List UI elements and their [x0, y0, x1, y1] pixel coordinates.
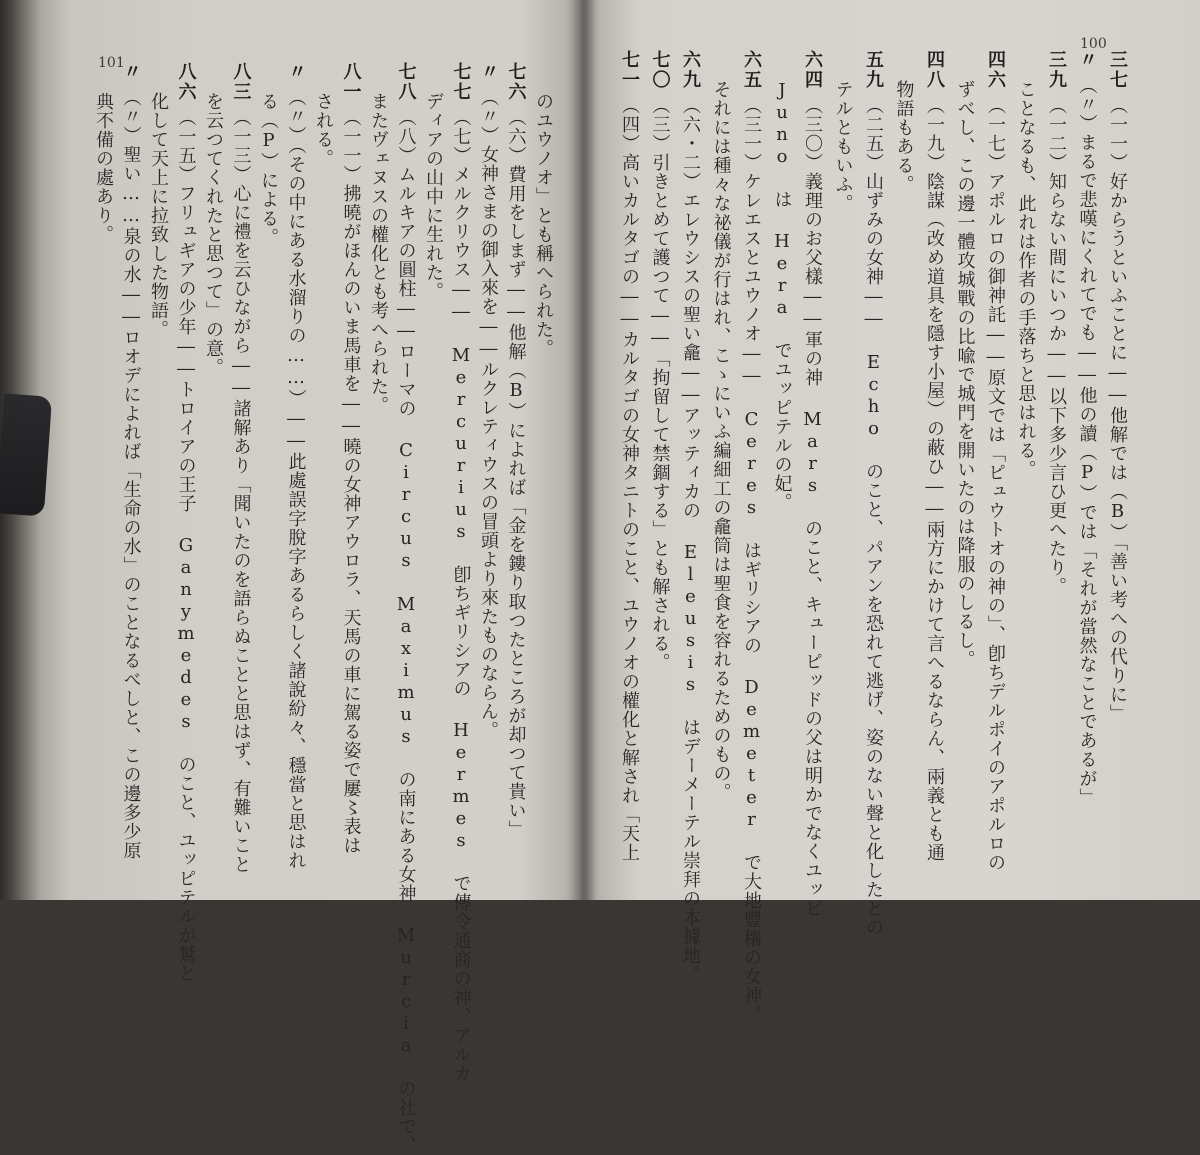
note-page-marker: 〃 [1076, 50, 1098, 70]
note-text: Juno は Hera でユッピテルの妃。 [771, 80, 793, 512]
note-text: （一九）陰謀（改め道具を隱す小屋）の蔽ひ――兩方にかけて言へるならん、兩義とも通 [924, 96, 945, 862]
note-text: （一一）好からうといふことに――他解では（B）「善い考への代りに」 [1107, 96, 1128, 723]
note-text: （一二）知らない間にいつか――以下多少言ひ更へたり。 [1046, 96, 1067, 596]
note-text: （〃）聖い……泉の水――ロオデによれば「生命の水」のことなるべしと、この邊多少原 [120, 88, 142, 860]
text-column [1015, 80, 1037, 479]
text-column [1106, 50, 1128, 723]
note-page-marker: 五九 [863, 50, 884, 90]
note-page-marker: 三九 [1046, 50, 1067, 90]
note-text: （六・二）エレウシスの聖い龕――アッティカの Eleusis はデーメーテル崇拜の本據地。 [680, 96, 701, 984]
text-column [230, 62, 252, 874]
note-page-marker: 七六 [505, 62, 527, 102]
text-column [312, 92, 334, 168]
note-text: （〃）女神さまの御入來を――ルクレティウスの冒頭より來たものならん。 [478, 88, 499, 740]
note-page-marker: 〃 [120, 62, 142, 82]
text-column [285, 62, 307, 870]
note-page-marker: 八六 [175, 62, 197, 102]
text-column [1045, 50, 1067, 596]
note-text: 化して天上に拉致した物語。 [148, 92, 169, 339]
note-text: それには種々な祕儀が行はれ、こゝにいふ編細工の龕筒は聖食を容れるためのもの。 [710, 80, 732, 802]
text-column [618, 50, 640, 862]
note-text: （一三）心に禮を云ひながら――諸解あり「聞いたのを語らぬことと思はず、有難いこと [230, 108, 252, 874]
text-column [147, 92, 169, 339]
note-text: のユウノオ」とも稱へられた。 [533, 92, 554, 358]
note-text: る（P）による。 [258, 92, 279, 247]
page-number: 101 [98, 55, 125, 71]
thumb [0, 393, 52, 516]
note-text: 物語もある。 [893, 80, 915, 194]
text-column [340, 62, 362, 855]
text-column [395, 62, 417, 1155]
note-page-marker: 八三 [230, 62, 252, 102]
text-column [923, 50, 945, 862]
text-column [477, 62, 499, 740]
note-page-marker: 七八 [395, 62, 417, 102]
text-column [984, 50, 1006, 872]
text-column [1076, 50, 1098, 807]
right-page [600, 0, 1160, 1024]
text-column [532, 92, 554, 358]
text-column [202, 92, 224, 377]
text-column [679, 50, 701, 984]
book-spine [566, 0, 596, 900]
note-page-marker: 六四 [802, 50, 823, 90]
text-column [771, 80, 793, 512]
text-column [893, 80, 915, 194]
note-page-marker: 〃 [478, 62, 499, 82]
text-column [649, 50, 671, 672]
text-column [954, 80, 976, 669]
text-column [450, 62, 472, 1083]
note-text: （一七）アポルロの御神託――原文では「ピュウトオの神の」、卽ちデルポイのアポルロの [985, 96, 1006, 872]
note-text: （三）引きとめて護つて――「拘留して禁錮する」とも解される。 [649, 96, 671, 672]
note-text: ディアの山中に生れた。 [423, 92, 444, 301]
note-text: （四）高いカルタゴの――カルタゴの女神タニトのこと、ユウノオの權化と解され「天上 [619, 96, 640, 862]
note-text: される。 [313, 92, 334, 168]
text-column [710, 80, 732, 802]
note-text: （八）ムルキアの圓柱――ローマの Circus Maximus の南にある女神 Murcia の社で、 [395, 108, 417, 1155]
note-page-marker: 三七 [1107, 50, 1128, 90]
text-column [92, 92, 114, 244]
note-text: （三〇）義理のお父樣――軍の神 Mars のこと、キューピッドの父は明かでなくユッピ [802, 96, 823, 918]
note-text: 典不備の處あり。 [93, 92, 114, 244]
note-page-marker: 七七 [450, 62, 472, 102]
note-page-marker: 〃 [285, 62, 307, 82]
note-text: ことなるも、此れは作者の手落ちと思はれる。 [1015, 80, 1037, 479]
note-text: ずべし、この邊一體攻城戰の比喩で城門を開いたのは降服のしるし。 [954, 80, 976, 669]
note-text: またヴェヌスの權化とも考へられた。 [368, 92, 389, 415]
text-column [801, 50, 823, 918]
text-column [422, 92, 444, 301]
note-page-marker: 六九 [680, 50, 701, 90]
text-column [367, 92, 389, 415]
text-column [832, 80, 854, 213]
text-column [175, 62, 197, 983]
note-page-marker: 四八 [924, 50, 945, 90]
note-page-marker: 四六 [985, 50, 1006, 90]
left-page [70, 0, 560, 1155]
text-column [862, 50, 884, 937]
note-text: （〃）まるで悲嘆にくれてでも――他の讀（P）では「それが當然なことであるが」 [1076, 76, 1098, 807]
note-text: （六）費用をしまず――他解（B）によれば「金を鏤り取つたところが却つて貴い」 [505, 108, 527, 839]
note-text: （〃）（その中にある水溜りの……）――此處誤字脫字あるらしく諸說紛々、穩當と思はれ [285, 88, 307, 870]
note-text: （三一）ケレエスとユウノオ―― Ceres はギリシアの Demeter で大地豐穰の女神。 [741, 96, 762, 1024]
note-page-marker: 八一 [340, 62, 362, 102]
note-text: （二五）山ずみの女神―― Echo のこと、パアンを恐れて逃げ、姿のない聲と化したとの [863, 96, 884, 937]
page-number: 100 [1080, 36, 1107, 52]
note-page-marker: 六五 [741, 50, 762, 90]
note-text: （一一）拂曉がほんのいま馬車を――曉の女神アウロラ、天馬の車に駕る姿で屢〻表は [340, 108, 362, 855]
note-page-marker: 七〇 [649, 50, 671, 90]
text-column [505, 62, 527, 839]
note-page-marker: 七一 [619, 50, 640, 90]
note-text: を云つてくれたと思つて」の意。 [203, 92, 224, 377]
note-text: （一五）フリュギアの少年――トロイアの王子 Ganymedes のこと、ユッピテルが鷲と [175, 108, 197, 983]
text-column [257, 92, 279, 247]
text-column [740, 50, 762, 1024]
note-text: （七）メルクリウス―― Mercurius 卽ちギリシアの Hermes で傳令通商の神、アルカ [450, 108, 472, 1083]
note-text: テルともいふ。 [832, 80, 854, 213]
text-column [120, 62, 142, 860]
